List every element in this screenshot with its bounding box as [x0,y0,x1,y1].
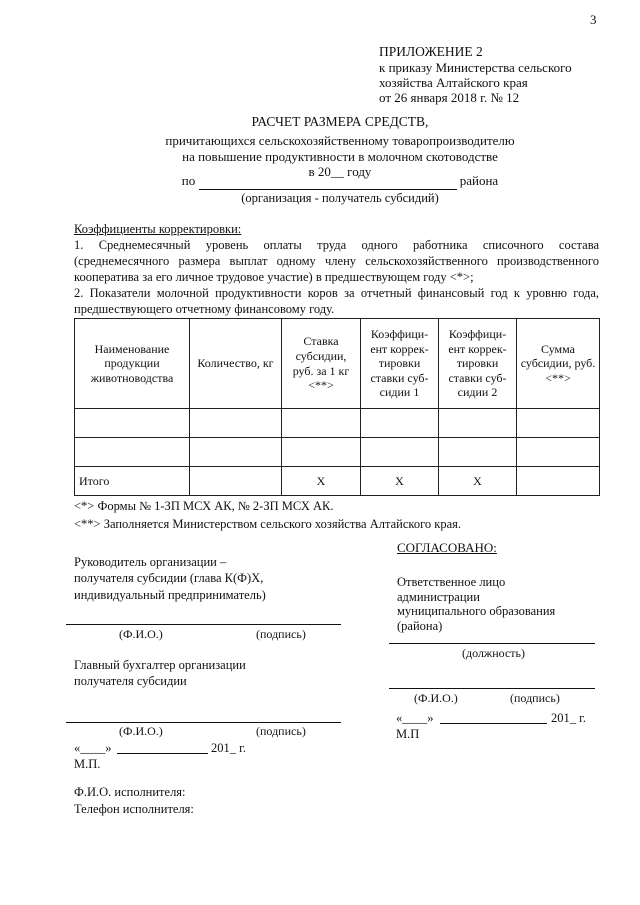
accountant-date-day[interactable]: «____» [74,741,112,755]
responsible-signature-line[interactable] [389,688,595,689]
table-cell[interactable] [75,409,190,438]
coefficient-item-2: 2. Показатели молочной продуктивности коров за отчетный финансовый год к уровню года, предшествующего отчетному финансовому году. [74,286,599,316]
subsidy-table [74,318,600,496]
head-fio-label: (Ф.И.О.) [119,627,163,641]
district-suffix: района [459,173,499,188]
table-cell: Х [361,467,439,496]
accountant-fio-label: (Ф.И.О.) [119,724,163,738]
responsible-line: администрации [397,589,480,604]
column-header: Ставка субсидии, руб. за 1 кг <**> [282,319,361,409]
coefficients-section [74,221,599,317]
table-cell[interactable] [517,438,600,467]
position-line[interactable] [389,643,595,644]
footnotes [74,498,461,533]
responsible-line: муниципального образования [397,604,556,619]
responsible-fio-label: (Ф.И.О.) [414,691,458,705]
head-line: Руководитель организации – [74,555,227,569]
responsible-date-year: 201_ г. [551,711,586,725]
accountant-line-2: получателя субсидии [74,674,187,688]
district-field[interactable] [199,173,457,190]
district-line [60,173,620,190]
executor-phone-label: Телефон исполнителя: [74,802,194,816]
table-header-row [75,319,600,409]
total-label: Итого [75,467,190,496]
district-prefix: по [181,173,196,188]
appendix-block [379,44,572,105]
title-year: в 20__ году [308,164,372,180]
table-cell[interactable] [190,438,282,467]
responsible-seal: М.П [396,727,420,741]
responsible-line: (района) [397,618,443,633]
appendix-line: к приказу Министерства сельского [379,59,572,75]
accountant-signature-label: (подпись) [256,724,306,738]
responsible-signature-label: (подпись) [510,691,560,705]
head-signature-line[interactable] [66,624,341,625]
page-number: 3 [590,12,597,27]
table-cell[interactable] [190,467,282,496]
table-cell[interactable] [361,438,439,467]
table-cell[interactable] [282,409,361,438]
column-header: Наименование продукции животноводства [75,319,190,409]
table-cell[interactable] [75,438,190,467]
column-header: Коэффици-ент коррек-тировки ставки суб-сидии 2 [439,319,517,409]
organization-hint: (организация - получатель субсидий) [241,191,439,205]
footnote-1: <*> Формы № 1-ЗП МСХ АК, № 2-ЗП МСХ АК. [74,499,334,513]
responsible-block [397,575,555,634]
accountant-date-year: 201_ г. [211,741,246,755]
accountant-date-month-line[interactable] [117,753,208,754]
title-main: РАСЧЕТ РАЗМЕРА СРЕДСТВ, [251,114,429,129]
table-cell[interactable] [517,467,600,496]
responsible-date-month-line[interactable] [440,723,547,724]
table-cell: Х [282,467,361,496]
coefficient-item-1: 1. Среднемесячный уровень оплаты труда одного работника списочного состава (среднемесячного размера выплат одному члену сельскохозяйственного производственного кооператива за его личное трудовое участие) в предшествующем году <*>; [74,238,599,284]
column-header: Количество, кг [190,319,282,409]
footnote-2: <**> Заполняется Министерством сельского хозяйства Алтайского края. [74,516,461,531]
document-title [60,114,620,180]
table-cell[interactable] [361,409,439,438]
agreed-heading: СОГЛАСОВАНО: [397,540,497,555]
table-cell[interactable] [517,409,600,438]
responsible-date-day[interactable]: «____» [396,711,434,725]
head-signature-label: (подпись) [256,627,306,641]
head-line: индивидуальный предприниматель) [74,587,266,602]
executor-name-label: Ф.И.О. исполнителя: [74,785,186,799]
head-line: получателя субсидии (глава К(Ф)Х, [74,571,264,586]
responsible-line: Ответственное лицо [397,575,506,589]
accountant-signature-line[interactable] [66,722,341,723]
table-total-row [75,467,600,496]
table-row [75,409,600,438]
table-cell: Х [439,467,517,496]
appendix-line: хозяйства Алтайского края [379,74,528,90]
table-cell[interactable] [282,438,361,467]
coefficients-heading: Коэффициенты корректировки: [74,222,242,236]
table-cell[interactable] [190,409,282,438]
column-header: Коэффици-ент коррек-тировки ставки суб-сидии 1 [361,319,439,409]
appendix-line: от 26 января 2018 г. № 12 [379,90,520,106]
head-signature-block [74,554,266,603]
column-header: Сумма субсидии, руб. <**> [517,319,600,409]
title-line: причитающихся сельскохозяйственному товаропроизводителю [165,133,515,149]
table-row [75,438,600,467]
title-line: на повышение продуктивности в молочном скотоводстве [182,148,498,164]
position-label: (должность) [462,646,525,660]
table-cell[interactable] [439,438,517,467]
accountant-line-1: Главный бухгалтер организации [74,658,246,672]
appendix-title: ПРИЛОЖЕНИЕ 2 [379,44,483,59]
table-cell[interactable] [439,409,517,438]
accountant-seal: М.П. [74,757,101,771]
